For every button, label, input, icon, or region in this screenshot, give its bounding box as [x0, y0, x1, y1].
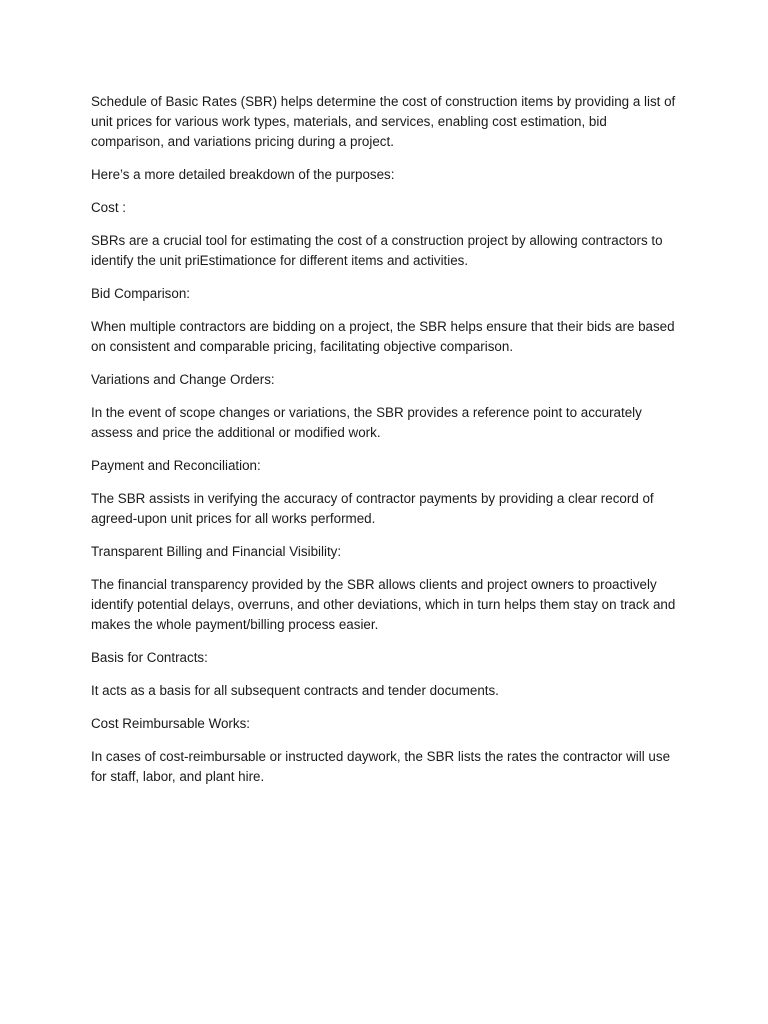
intro-paragraph: Schedule of Basic Rates (SBR) helps determine the cost of construction items by providing a list of unit prices for various work types, materials, and services, enabling cost estimation, bid comparison, and variations pricing during a project. — [91, 94, 676, 149]
heading-basis-contracts: Basis for Contracts: — [91, 650, 208, 665]
heading-cost: Cost : — [91, 200, 126, 215]
paragraph-cost: SBRs are a crucial tool for estimating the cost of a construction project by allowing contractors to identify the unit priEstimationce for different items and activities. — [91, 233, 663, 268]
paragraph-basis-contracts: It acts as a basis for all subsequent contracts and tender documents. — [91, 683, 499, 698]
paragraph-bid-comparison: When multiple contractors are bidding on a project, the SBR helps ensure that their bids are based on consistent and comparable pricing, facilitating objective comparison. — [91, 319, 675, 354]
paragraph-payment: The SBR assists in verifying the accuracy of contractor payments by providing a clear record of agreed-upon unit prices for all works performed. — [91, 491, 654, 526]
heading-transparent-billing: Transparent Billing and Financial Visibility: — [91, 544, 342, 559]
heading-bid-comparison: Bid Comparison: — [91, 286, 190, 301]
heading-variations: Variations and Change Orders: — [91, 372, 275, 387]
document-body — [91, 92, 681, 800]
breakdown-intro: Here’s a more detailed breakdown of the purposes: — [91, 167, 395, 182]
heading-cost-reimbursable: Cost Reimbursable Works: — [91, 716, 251, 731]
paragraph-cost-reimbursable: In cases of cost-reimbursable or instructed daywork, the SBR lists the rates the contractor will use for staff, labor, and plant hire. — [91, 749, 671, 784]
heading-payment: Payment and Reconciliation: — [91, 458, 261, 473]
paragraph-variations: In the event of scope changes or variations, the SBR provides a reference point to accurately assess and price the additional or modified work. — [91, 405, 642, 440]
paragraph-transparent-billing: The financial transparency provided by the SBR allows clients and project owners to proactively identify potential delays, overruns, and other deviations, which in turn helps them stay on track and makes the whole payment/billing process easier. — [91, 577, 676, 632]
